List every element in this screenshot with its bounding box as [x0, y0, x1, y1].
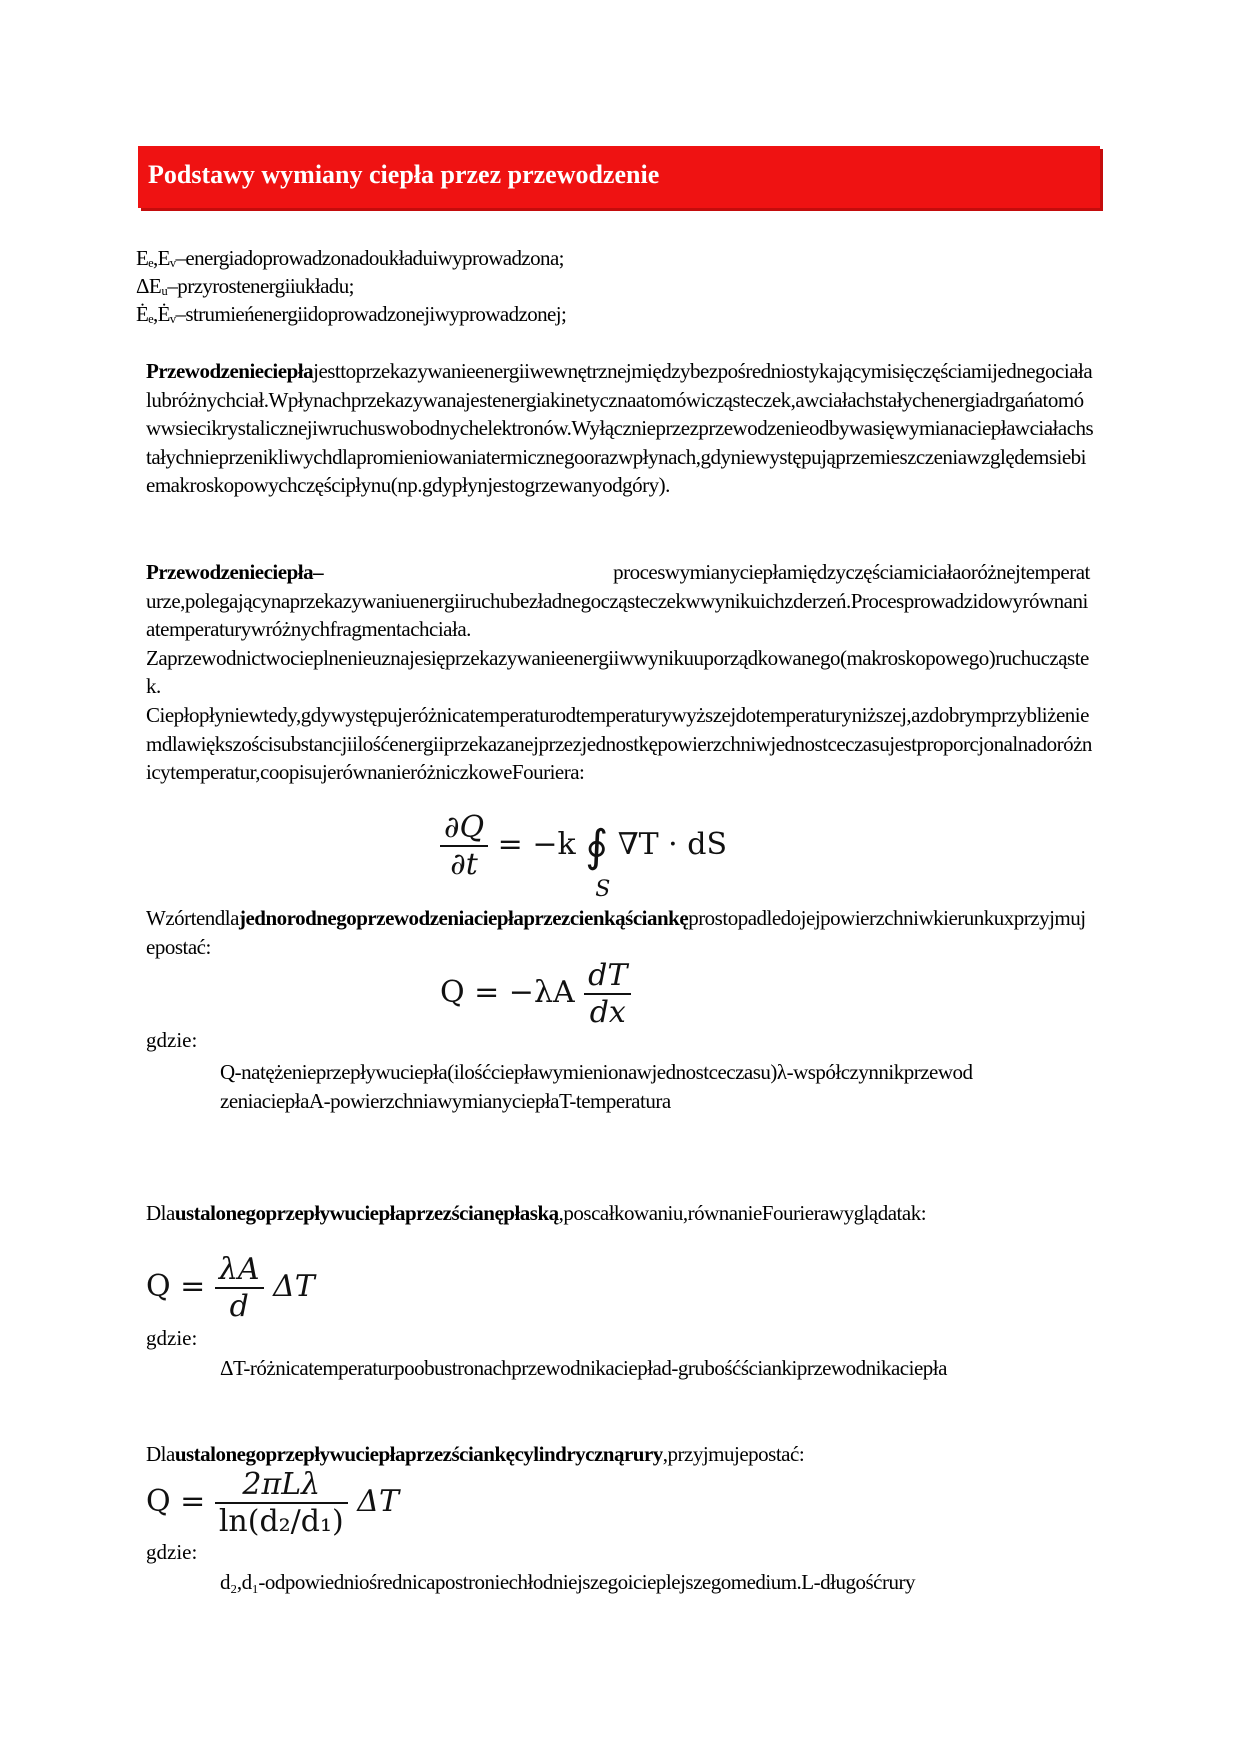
- formula-denominator: dx: [584, 993, 631, 1030]
- formula-term: ∇T · dS: [617, 827, 728, 862]
- formula-denominator: ln(d₂/d₁): [215, 1502, 348, 1539]
- cylindrical-wall-formula: [146, 1467, 399, 1539]
- paragraph-text: Ciepłopłyniewtedy,gdywystępujeróżnicatemperaturodtemperaturywyższejdotemperaturyniższej,azdobrymprzybliżeniemdlawiększościsubstancjiilośćenergiiprzekazanejprzezjednostkępowierzchniwjednostceczasujestproporcjonalnadoróżnicytemperatur,coopisujerównanieróżniczkoweFouriera:: [146, 702, 1092, 785]
- paragraph-text: Dla: [146, 1442, 175, 1466]
- flat-wall-formula: [146, 1252, 315, 1324]
- symbol-line: Eₑ,Eᵥ–energiadoprowadzonadoukładuiwyprowadzona;: [136, 246, 564, 270]
- paragraph-text: ,przyjmujepostać:: [662, 1442, 805, 1466]
- paragraph-text: ,poscałkowaniu,równanieFourierawyglądatak:: [558, 1201, 927, 1225]
- formula-term: ΔT: [357, 1484, 399, 1519]
- term-bold: ustalonegoprzepływuciepłaprzezścianępłaską: [174, 1201, 559, 1225]
- symbol-definitions-2: ΔT-różnicatemperaturpoobustronachprzewodnikaciepład-grubośćściankiprzewodnikaciepła: [220, 1356, 947, 1380]
- paragraph-definition: [146, 357, 1094, 500]
- term-dash: –: [313, 560, 324, 584]
- title-banner: [138, 146, 1100, 208]
- paragraph-text: Zaprzewodnictwocieplnenieuznajesięprzekazywanieenergiiwwynikuuporządkowanego(makroskopowego)ruchucząstek.: [146, 645, 1089, 699]
- contour-integral-icon: ∮: [585, 820, 609, 872]
- term-bold: Przewodzenieciepła: [146, 560, 314, 584]
- symbol-definitions-1: Q-natężenieprzepływuciepła(ilośćciepławymienionawjednostceczasu)λ-współczynnikprzewodzeniaciepłaA-powierzchniawymianyciepłaT-temperatura: [220, 1060, 973, 1113]
- integral-subscript: S: [595, 876, 611, 902]
- paragraph-cylindrical-wall: [146, 1440, 1094, 1469]
- term-bold: ustalonegoprzepływuciepłaprzezściankęcylindrycznąrury: [174, 1442, 663, 1466]
- paragraph-process: [146, 558, 1094, 787]
- paragraph-text: Dla: [146, 1201, 175, 1225]
- paragraph-text: jesttoprzekazywanieenergiiwewnętrznejmiędzybezpośredniostykającymisięczęściamijednegociałalubróżnychciał.Wpłynachprzekazywanajestenergiakinetycznaatomówicząsteczek,awciałachstałychenergiadrgańatomówwsiecikrystalicznejiwruchuswobodnychelektronów.Wyłącznieprzezprzewodzenieodbywasięwymianaciepławciałachstałychnieprzenikliwychdlapromieniowaniatermicznegoorazwpłynach,gdyniewystępująprzemieszczeniawzględemsiebiemakroskopowychczęścipłynu(np.gdypłynjestogrzewanyodgóry).: [146, 359, 1094, 498]
- formula-denominator: ∂t: [440, 845, 488, 882]
- fourier-differential-formula: [440, 958, 631, 1030]
- formula-numerator: λA: [218, 1252, 260, 1287]
- paragraph-text: Wzórtendla: [146, 906, 239, 930]
- symbol-definitions-3: d₂,d₁-odpowiedniośrednicapostroniechłodniejszegoicieplejszegomedium.L-długośćrury: [220, 1570, 915, 1594]
- symbol-line: Ėₑ,Ėᵥ–strumieńenergiidoprowadzonejiwyprowadzonej;: [136, 302, 567, 326]
- paragraph-thin-wall: [146, 904, 1094, 961]
- formula-denominator: d: [215, 1287, 264, 1324]
- where-label: gdzie:: [146, 1326, 198, 1350]
- fourier-integral-formula: [440, 810, 728, 902]
- symbol-line: ΔEᵤ–przyrostenergiiukładu;: [136, 274, 354, 298]
- paragraph-text: prostopadledojejpowierzchniwkierunkuxprzyjmujepostać:: [146, 906, 1086, 959]
- formula-numerator: dT: [588, 958, 628, 993]
- formula-term: ΔT: [273, 1269, 315, 1304]
- formula-term: = −k: [497, 827, 576, 862]
- symbol-definitions: [136, 244, 1096, 328]
- formula-term: Q =: [146, 1484, 206, 1519]
- paragraph-flat-wall: [146, 1199, 1094, 1228]
- formula-term: Q = −λA: [440, 975, 575, 1010]
- where-label: gdzie:: [146, 1028, 198, 1052]
- page-title: Podstawy wymiany ciepła przez przewodzenie: [148, 160, 660, 189]
- formula-term: Q =: [146, 1269, 206, 1304]
- formula-numerator: ∂Q: [444, 810, 485, 845]
- term-bold: jednorodnegoprzewodzeniaciepłaprzezcienkąściankę: [238, 906, 689, 930]
- where-label: gdzie:: [146, 1540, 198, 1564]
- paragraph-text: proceswymianyciepłamiędzyczęściamiciałaoróżnejtemperaturze,polegającynaprzekazywaniuenergiiruchubezładnegocząsteczekwwynikuichzderzeń.Procesprowadzidowyrównaniatemperaturywróżnychfragmentachciała.: [146, 560, 1090, 642]
- formula-numerator: 2πLλ: [242, 1467, 321, 1502]
- term-bold: Przewodzenieciepła: [146, 359, 314, 383]
